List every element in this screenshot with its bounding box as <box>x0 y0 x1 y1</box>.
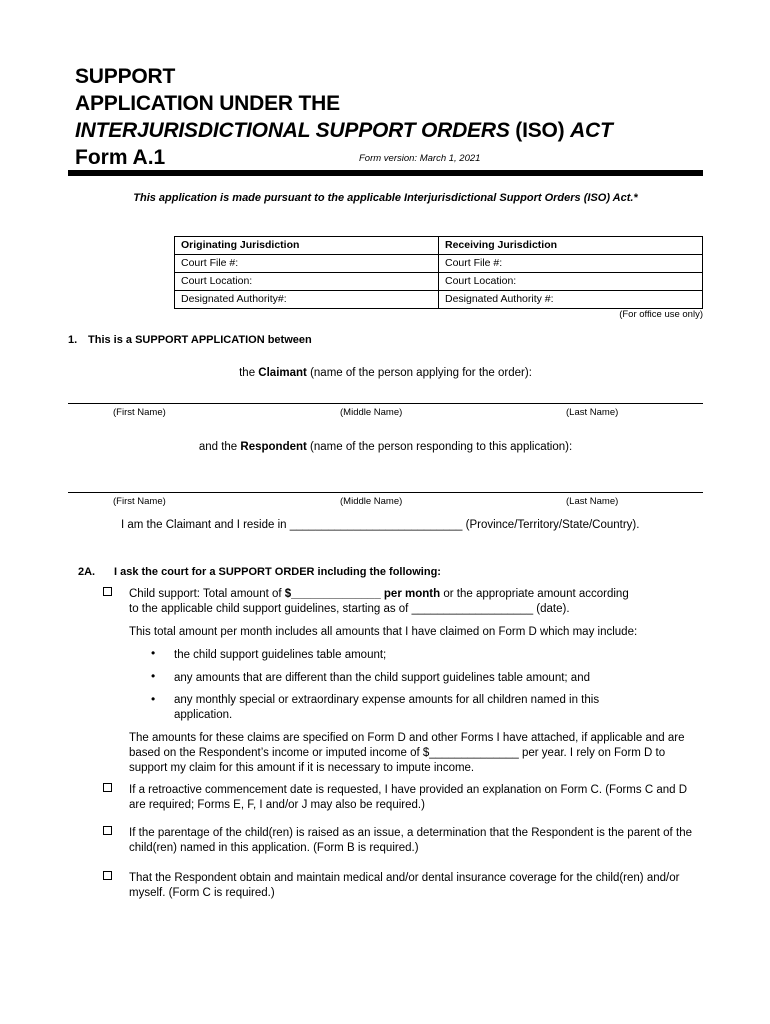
title-act-word: ACT <box>570 119 613 142</box>
child-support-part-2: or the appropriate amount according <box>440 588 629 600</box>
respondent-first-name-caption: (First Name) <box>113 496 166 507</box>
jurisdiction-table <box>174 236 703 309</box>
parentage-checkbox[interactable] <box>103 826 112 835</box>
bullet-icon: • <box>151 669 156 683</box>
section-1-number: 1. <box>68 334 78 346</box>
form-title <box>75 63 705 174</box>
form-version: Form version: March 1, 2021 <box>359 153 481 164</box>
bullet-item: any amounts that are different than the child support guidelines table amount; and <box>174 672 590 684</box>
retroactive-checkbox[interactable] <box>103 783 112 792</box>
child-support-line-1 <box>129 587 701 602</box>
respondent-middle-name-caption: (Middle Name) <box>340 496 403 507</box>
table-header-row <box>175 237 703 255</box>
respondent-word: Respondent <box>240 441 307 453</box>
claimant-prefix: the <box>239 367 259 379</box>
receiving-court-file[interactable]: Court File #: <box>439 255 703 273</box>
section-2a-heading <box>78 566 441 578</box>
title-line-3 <box>75 117 705 144</box>
originating-court-file[interactable]: Court File #: <box>175 255 439 273</box>
bullet-item: the child support guidelines table amount; <box>174 649 387 661</box>
retroactive-text: If a retroactive commencement date is requested, I have provided an explanation on Form C. (Forms C and D are required; Forms E, F, I and/or J may also be required.) <box>129 784 688 811</box>
amounts-text[interactable]: The amounts for these claims are specified on Form D and other Forms I have attached, if applicable and are based on the Respondent’s income or imputed income of $______________ per year. I rely on Form D to support my claim for this amount if it is necessary to impute income. <box>129 732 685 774</box>
total-amount-text: This total amount per month includes all amounts that I have claimed on Form D which may include: <box>129 626 638 638</box>
bullet-item: any monthly special or extraordinary expense amounts for all children named in this application. <box>174 694 600 721</box>
respondent-name-field[interactable] <box>68 492 703 493</box>
originating-designated-authority[interactable]: Designated Authority#: <box>175 291 439 309</box>
bullet-icon: • <box>151 646 156 660</box>
receiving-header: Receiving Jurisdiction <box>439 237 703 255</box>
respondent-label <box>68 441 703 453</box>
originating-court-location[interactable]: Court Location: <box>175 273 439 291</box>
respondent-last-name-caption: (Last Name) <box>566 496 619 507</box>
title-line-1: SUPPORT <box>75 65 176 88</box>
child-support-checkbox[interactable] <box>103 587 112 596</box>
title-divider <box>68 170 703 176</box>
parentage-text: If the parentage of the child(ren) is raised as an issue, a determination that the Respondent is the parent of the child(ren) named in this application. (Form B is required.) <box>129 827 692 854</box>
section-2a-number: 2A. <box>78 566 96 578</box>
section-1-heading <box>68 334 312 346</box>
table-row <box>175 273 703 291</box>
claimant-label <box>68 367 703 379</box>
title-line-2: APPLICATION UNDER THE <box>75 92 340 115</box>
receiving-court-location[interactable]: Court Location: <box>439 273 703 291</box>
receiving-designated-authority[interactable]: Designated Authority #: <box>439 291 703 309</box>
claimant-last-name-caption: (Last Name) <box>566 407 619 418</box>
claimant-middle-name-caption: (Middle Name) <box>340 407 403 418</box>
claimant-word: Claimant <box>258 367 307 379</box>
table-row <box>175 255 703 273</box>
bullet-icon: • <box>151 692 156 706</box>
claimant-suffix: (name of the person applying for the order): <box>306 367 532 379</box>
insurance-text: That the Respondent obtain and maintain medical and/or dental insurance coverage for the child(ren) and/or myself. (Form C is required.) <box>129 872 680 899</box>
child-support-text <box>129 587 701 617</box>
claimant-first-name-caption: (First Name) <box>113 407 166 418</box>
form-id: Form A.1 <box>75 146 166 169</box>
child-support-line-2[interactable]: to the applicable child support guidelines, starting as of ___________________ (date). <box>129 603 570 615</box>
title-act-name: INTERJURISDICTIONAL SUPPORT ORDERS <box>75 119 510 142</box>
title-iso: (ISO) <box>509 119 571 142</box>
child-support-part-1: Child support: Total amount of <box>129 588 285 600</box>
preamble: This application is made pursuant to the applicable Interjurisdictional Support Orders (ISO) Act.* <box>133 192 638 204</box>
respondent-suffix: (name of the person responding to this application): <box>306 441 573 453</box>
section-2a-title: I ask the court for a SUPPORT ORDER including the following: <box>114 566 441 578</box>
claimant-name-field[interactable] <box>68 403 703 404</box>
office-use-note: (For office use only) <box>619 309 703 320</box>
respondent-prefix: and the <box>198 441 241 453</box>
child-support-amount[interactable]: $______________ per month <box>284 588 441 600</box>
insurance-checkbox[interactable] <box>103 871 112 880</box>
originating-header: Originating Jurisdiction <box>175 237 439 255</box>
claimant-residence[interactable]: I am the Claimant and I reside in ___________________________ (Province/Territory/State/Country). <box>121 519 640 531</box>
section-1-title: This is a SUPPORT APPLICATION between <box>88 334 312 346</box>
table-row <box>175 291 703 309</box>
